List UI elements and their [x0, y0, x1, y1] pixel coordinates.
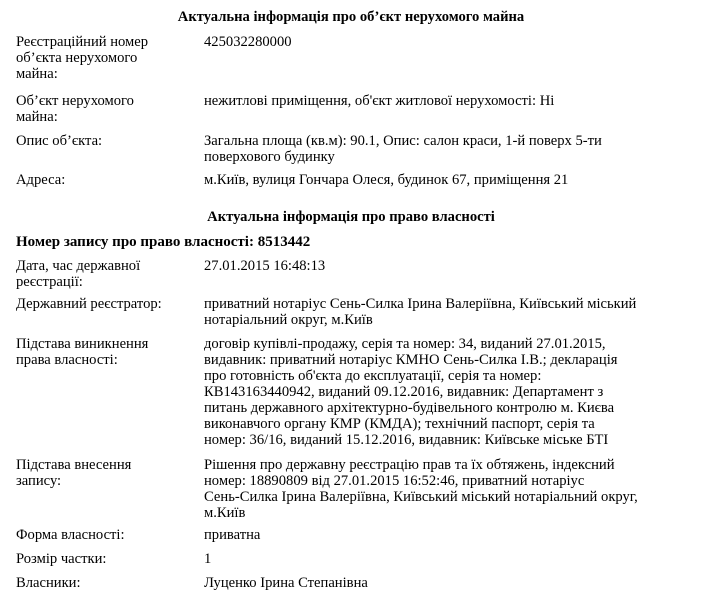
- field-value: приватна: [204, 527, 261, 543]
- field-label: Об’єкт нерухомого майна:: [16, 93, 134, 125]
- field-label: Форма власності:: [16, 527, 125, 543]
- field-value: 1: [204, 551, 212, 567]
- field-value: 27.01.2015 16:48:13: [204, 258, 326, 274]
- field-value: Рішення про державну реєстрацію прав та їх обтяжень, індексний номер: 18890809 від 27.01.2015 16:52:46, приватний нотаріус Сень-Силка Ірина Валеріївна, Київський міський нотаріальний округ, м.Київ: [204, 457, 638, 521]
- field-value: м.Київ, вулиця Гончара Олеся, будинок 67, приміщення 21: [204, 172, 569, 188]
- field-value: Загальна площа (кв.м): 90.1, Опис: салон краси, 1-й поверх 5-ти поверхового будинку: [204, 133, 602, 165]
- field-label: Підстава виникнення права власності:: [16, 336, 149, 368]
- field-value: нежитлові приміщення, об'єкт житлової нерухомості: Ні: [204, 93, 555, 109]
- field-label: Дата, час державної реєстрації:: [16, 258, 141, 290]
- field-label: Опис об’єкта:: [16, 133, 103, 149]
- field-value: 425032280000: [204, 34, 292, 50]
- rights-section-heading: Актуальна інформація про право власності: [207, 209, 495, 225]
- field-label: Державний реєстратор:: [16, 296, 162, 312]
- field-label: Адреса:: [16, 172, 66, 188]
- field-value: договір купівлі-продажу, серія та номер: 34, виданий 27.01.2015, видавник: приватний нотаріус КМНО Сень-Силка І.В.; декларація про готовність об'єкта до експлуатації, серія та номер: КВ143163440942, виданий 09.12.2016, видавник: Департамент з питань державного архітектурно-будівельного контролю м. Києва виконавчого органу КМР (КМДА); технічний паспорт, серія та номер: 36/16, виданий 15.12.2016, видавник: Київське міське БТІ: [204, 336, 618, 448]
- field-value: приватний нотаріус Сень-Силка Ірина Валеріївна, Київський міський нотаріальний округ, м.Київ: [204, 296, 637, 328]
- field-value: Луценко Ірина Степанівна: [204, 575, 368, 591]
- object-section-heading: Актуальна інформація про об’єкт нерухомого майна: [177, 9, 525, 25]
- field-label: Реєстраційний номер об’єкта нерухомого майна:: [16, 34, 149, 82]
- field-label: Розмір частки:: [16, 551, 107, 567]
- field-label: Власники:: [16, 575, 81, 591]
- field-label: Підстава внесення запису:: [16, 457, 132, 489]
- ownership-record-number: Номер запису про право власності: 8513442: [16, 234, 311, 250]
